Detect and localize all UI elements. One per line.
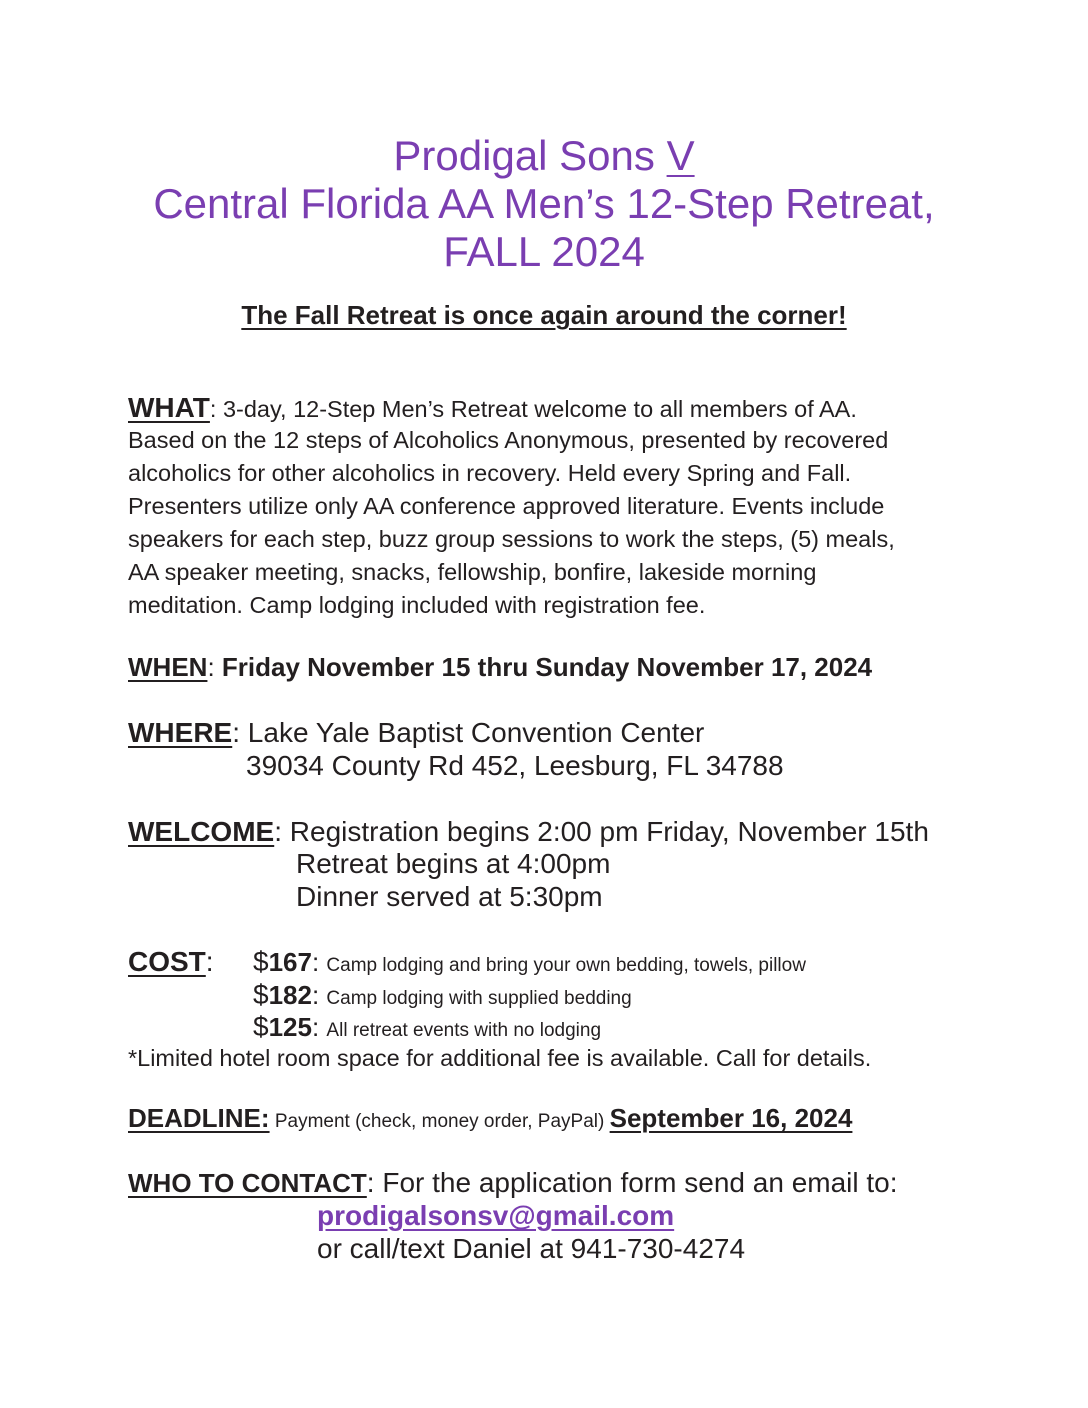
deadline-payment: Payment (check, money order, PayPal) bbox=[269, 1111, 610, 1132]
what-first-line: : 3-day, 12-Step Men’s Retreat welcome to all members of AA. bbox=[209, 396, 857, 422]
cost-note: *Limited hotel room space for additional fee is available. Call for details. bbox=[128, 1045, 872, 1071]
cost-description: Camp lodging with supplied bedding bbox=[326, 988, 632, 1009]
what-line: AA speaker meeting, snacks, fellowship, bonfire, lakeside morning bbox=[128, 559, 817, 585]
what-section-first-line bbox=[128, 391, 857, 426]
what-line: meditation. Camp lodging included with registration fee. bbox=[128, 592, 706, 618]
what-line: speakers for each step, buzz group sessions to work the steps, (5) meals, bbox=[128, 526, 895, 552]
cost-sep: : bbox=[311, 947, 327, 977]
contact-line-3: or call/text Daniel at 941-730-4274 bbox=[317, 1233, 746, 1264]
title-numeral: V bbox=[666, 132, 695, 179]
welcome-line-1: : Registration begins 2:00 pm Friday, November 15th bbox=[274, 816, 929, 847]
cost-description: All retreat events with no lodging bbox=[326, 1020, 602, 1041]
cost-label-group bbox=[128, 945, 214, 978]
title-line-2: Central Florida AA Men’s 12-Step Retreat, bbox=[153, 180, 935, 227]
welcome-section bbox=[128, 815, 929, 848]
cost-currency: $ bbox=[253, 979, 269, 1010]
cost-description: Camp lodging and bring your own bedding, towels, pillow bbox=[326, 955, 806, 976]
welcome-line-2: Retreat begins at 4:00pm bbox=[296, 848, 611, 879]
title-name: Prodigal Sons bbox=[393, 132, 667, 179]
what-description bbox=[128, 424, 958, 622]
cost-sep: : bbox=[311, 980, 327, 1010]
cost-sep: : bbox=[205, 946, 214, 977]
deadline-section bbox=[128, 1102, 852, 1139]
title-line-1 bbox=[0, 133, 1088, 179]
where-label: WHERE bbox=[128, 717, 233, 748]
contact-line-1: : For the application form send an email to: bbox=[366, 1167, 898, 1198]
when-label: WHEN bbox=[128, 652, 208, 682]
cost-amount: 182 bbox=[268, 980, 312, 1010]
welcome-label: WELCOME bbox=[128, 816, 275, 847]
contact-email-link[interactable]: prodigalsonsv@gmail.com bbox=[317, 1200, 675, 1231]
when-section bbox=[128, 651, 872, 684]
where-section bbox=[128, 716, 704, 749]
cost-amount: 125 bbox=[268, 1012, 312, 1042]
where-line-1: : Lake Yale Baptist Convention Center bbox=[232, 717, 705, 748]
what-label: WHAT bbox=[128, 392, 210, 423]
deadline-label: DEADLINE: bbox=[128, 1103, 270, 1133]
what-line: Based on the 12 steps of Alcoholics Anonymous, presented by recovered bbox=[128, 427, 889, 453]
what-line: alcoholics for other alcoholics in recovery. Held every Spring and Fall. bbox=[128, 460, 852, 486]
cost-label: COST bbox=[128, 946, 206, 977]
title-line-3: FALL 2024 bbox=[443, 228, 645, 275]
cost-amount: 167 bbox=[268, 947, 312, 977]
welcome-line-3: Dinner served at 5:30pm bbox=[296, 881, 603, 912]
when-sep: : bbox=[207, 652, 222, 682]
when-value: Friday November 15 thru Sunday November 17, 2024 bbox=[221, 652, 873, 682]
where-line-2: 39034 County Rd 452, Leesburg, FL 34788 bbox=[246, 750, 784, 781]
deadline-date: September 16, 2024 bbox=[609, 1103, 853, 1133]
what-line: Presenters utilize only AA conference approved literature. Events include bbox=[128, 493, 885, 519]
cost-currency: $ bbox=[253, 1011, 269, 1042]
cost-currency: $ bbox=[253, 946, 269, 977]
contact-label: WHO TO CONTACT bbox=[128, 1168, 367, 1198]
subheading: The Fall Retreat is once again around the corner! bbox=[241, 300, 847, 330]
cost-sep: : bbox=[311, 1012, 327, 1042]
